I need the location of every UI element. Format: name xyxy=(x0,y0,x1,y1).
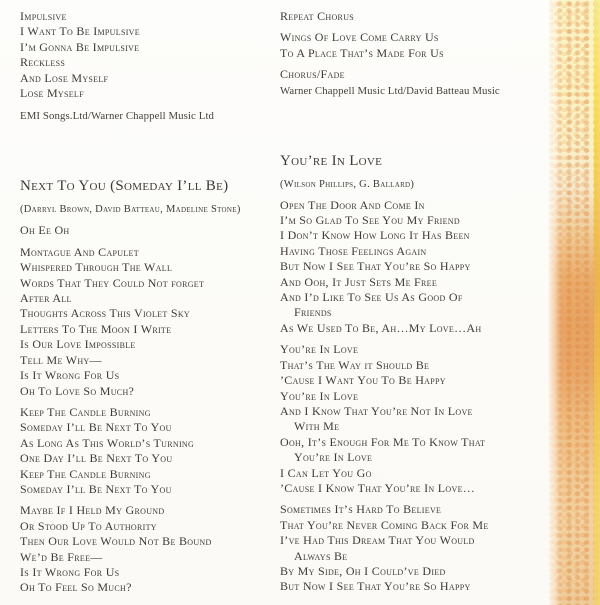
song-title: You’re In Love xyxy=(280,152,383,169)
lyric-line: That’s The Way it Should Be xyxy=(280,357,430,372)
lyric-line: Maybe If I Held My Ground xyxy=(20,503,165,518)
lyric-line: As Long As This World’s Turning xyxy=(20,435,195,450)
lyric-line: To A Place That’s Made For Us xyxy=(280,45,444,60)
lyric-stanza xyxy=(280,198,546,337)
left-lyrics-column xyxy=(20,9,276,596)
lyric-line: Having Those Feelings Again xyxy=(280,243,427,258)
lyric-line: That You’re Never Coming Back For Me xyxy=(280,517,489,532)
lyric-line: As We Used To Be, Ah…My Love…Ah xyxy=(280,320,482,335)
lyric-line: After All xyxy=(20,291,72,306)
lyric-line: And I’d Like To See Us As Good Of xyxy=(280,290,463,305)
lyric-line: Letters To The Moon I Write xyxy=(20,321,172,336)
lyric-line: You’re In Love xyxy=(280,388,359,403)
lyric-line: You’re In Love xyxy=(280,342,359,357)
lyric-line: Open The Door And Come In xyxy=(280,197,425,212)
lyric-line: Chorus/Fade xyxy=(280,67,345,82)
lyric-line: With Me xyxy=(294,419,340,434)
writers-credit: (Wilson Phillips, G. Ballard) xyxy=(280,178,415,190)
song-title: Next To You (Someday I’ll Be) xyxy=(20,178,229,195)
lyric-line: Reckless xyxy=(20,55,66,70)
lyric-line: Always Be xyxy=(294,548,348,563)
lyric-stanza xyxy=(280,30,546,61)
lyric-line: You’re In Love xyxy=(294,450,373,465)
lyric-line: Keep The Candle Burning xyxy=(20,466,151,481)
lyric-line: ’Cause I Want You To Be Happy xyxy=(280,373,446,388)
lyric-line: Oh To Feel So Much? xyxy=(20,580,132,595)
lyric-line: ’Cause I Know That You’re In Love… xyxy=(280,480,476,495)
lyric-line: Oh Ee Oh xyxy=(20,223,70,238)
lyric-line: Oh To Love So Much? xyxy=(20,383,135,398)
lyric-line: Or Stood Up To Authority xyxy=(20,518,157,533)
lyric-line: And Ooh, It Just Sets Me Free xyxy=(280,274,438,289)
lyric-line: Lose Myself xyxy=(20,86,84,101)
lyric-line: Impulsive xyxy=(20,9,67,23)
lyric-stanza xyxy=(280,342,546,496)
lyric-line: Words That They Could Not forget xyxy=(20,275,205,290)
lyric-line: Is It Wrong For Us xyxy=(20,368,120,383)
lyric-line: Wings Of Love Come Carry Us xyxy=(280,30,439,45)
lyric-line: I Can Let You Go xyxy=(280,465,372,480)
right-lyrics-column xyxy=(280,9,546,595)
lyric-line: Whispered Through The Wall xyxy=(20,260,173,275)
lyric-line: Keep The Candle Burning xyxy=(20,404,151,419)
lyric-line: Someday I’ll Be Next To You xyxy=(20,420,172,435)
lyric-line: One Day I’ll Be Next To You xyxy=(20,451,173,466)
lyric-stanza xyxy=(20,245,276,399)
lyric-line: I’m Gonna Be Impulsive xyxy=(20,39,140,54)
lyric-line: Thoughts Across This Violet Sky xyxy=(20,306,190,321)
page-edge-watercolor-texture xyxy=(548,0,600,605)
lyric-line: I Don’t Know How Long It Has Been xyxy=(280,228,470,243)
lyric-line: Then Our Love Would Not Be Bound xyxy=(20,534,212,549)
lyric-line: Someday I’ll Be Next To You xyxy=(20,481,172,496)
lyric-line: We’d Be Free— xyxy=(20,549,103,564)
lyric-line: Ooh, It’s Enough For Me To Know That xyxy=(280,434,486,449)
lyric-line: Montague And Capulet xyxy=(20,244,139,259)
lyric-line: Repeat Chorus xyxy=(280,9,355,23)
lyric-line: Friends xyxy=(294,305,332,320)
publisher-credit: Warner Chappell Music Ltd/David Batteau Music xyxy=(280,84,500,97)
lyric-stanza xyxy=(20,223,276,238)
writers-credit: (Darryl Brown, David Batteau, Madeline Stone) xyxy=(20,204,241,216)
lyric-line: And I Know That You’re Not In Love xyxy=(280,403,473,418)
lyric-line: And Lose Myself xyxy=(20,70,109,85)
lyric-line: By My Side, Oh I Could’ve Died xyxy=(280,563,446,578)
lyric-line: I’m So Glad To See You My Friend xyxy=(280,213,460,228)
lyric-line: I Want To Be Impulsive xyxy=(20,24,140,39)
lyric-stanza xyxy=(20,9,276,101)
lyric-line: Is It Wrong For Us xyxy=(20,564,120,579)
lyric-line: Tell Me Why— xyxy=(20,352,102,367)
lyric-stanza xyxy=(20,503,276,595)
lyric-stanza xyxy=(280,9,546,24)
lyric-stanza xyxy=(280,502,546,594)
lyric-line: I’ve Had This Dream That You Would xyxy=(280,533,475,548)
lyric-line: Sometimes It’s Hard To Believe xyxy=(280,502,442,517)
lyric-line: But Now I See That You’re So Happy xyxy=(280,259,471,274)
lyric-stanza xyxy=(280,67,546,82)
publisher-credit: EMI Songs.Ltd/Warner Chappell Music Ltd xyxy=(20,110,215,123)
lyric-stanza xyxy=(20,405,276,497)
lyric-line: Is Our Love Impossible xyxy=(20,337,136,352)
lyric-line: But Now I See That You’re So Happy xyxy=(280,579,471,594)
